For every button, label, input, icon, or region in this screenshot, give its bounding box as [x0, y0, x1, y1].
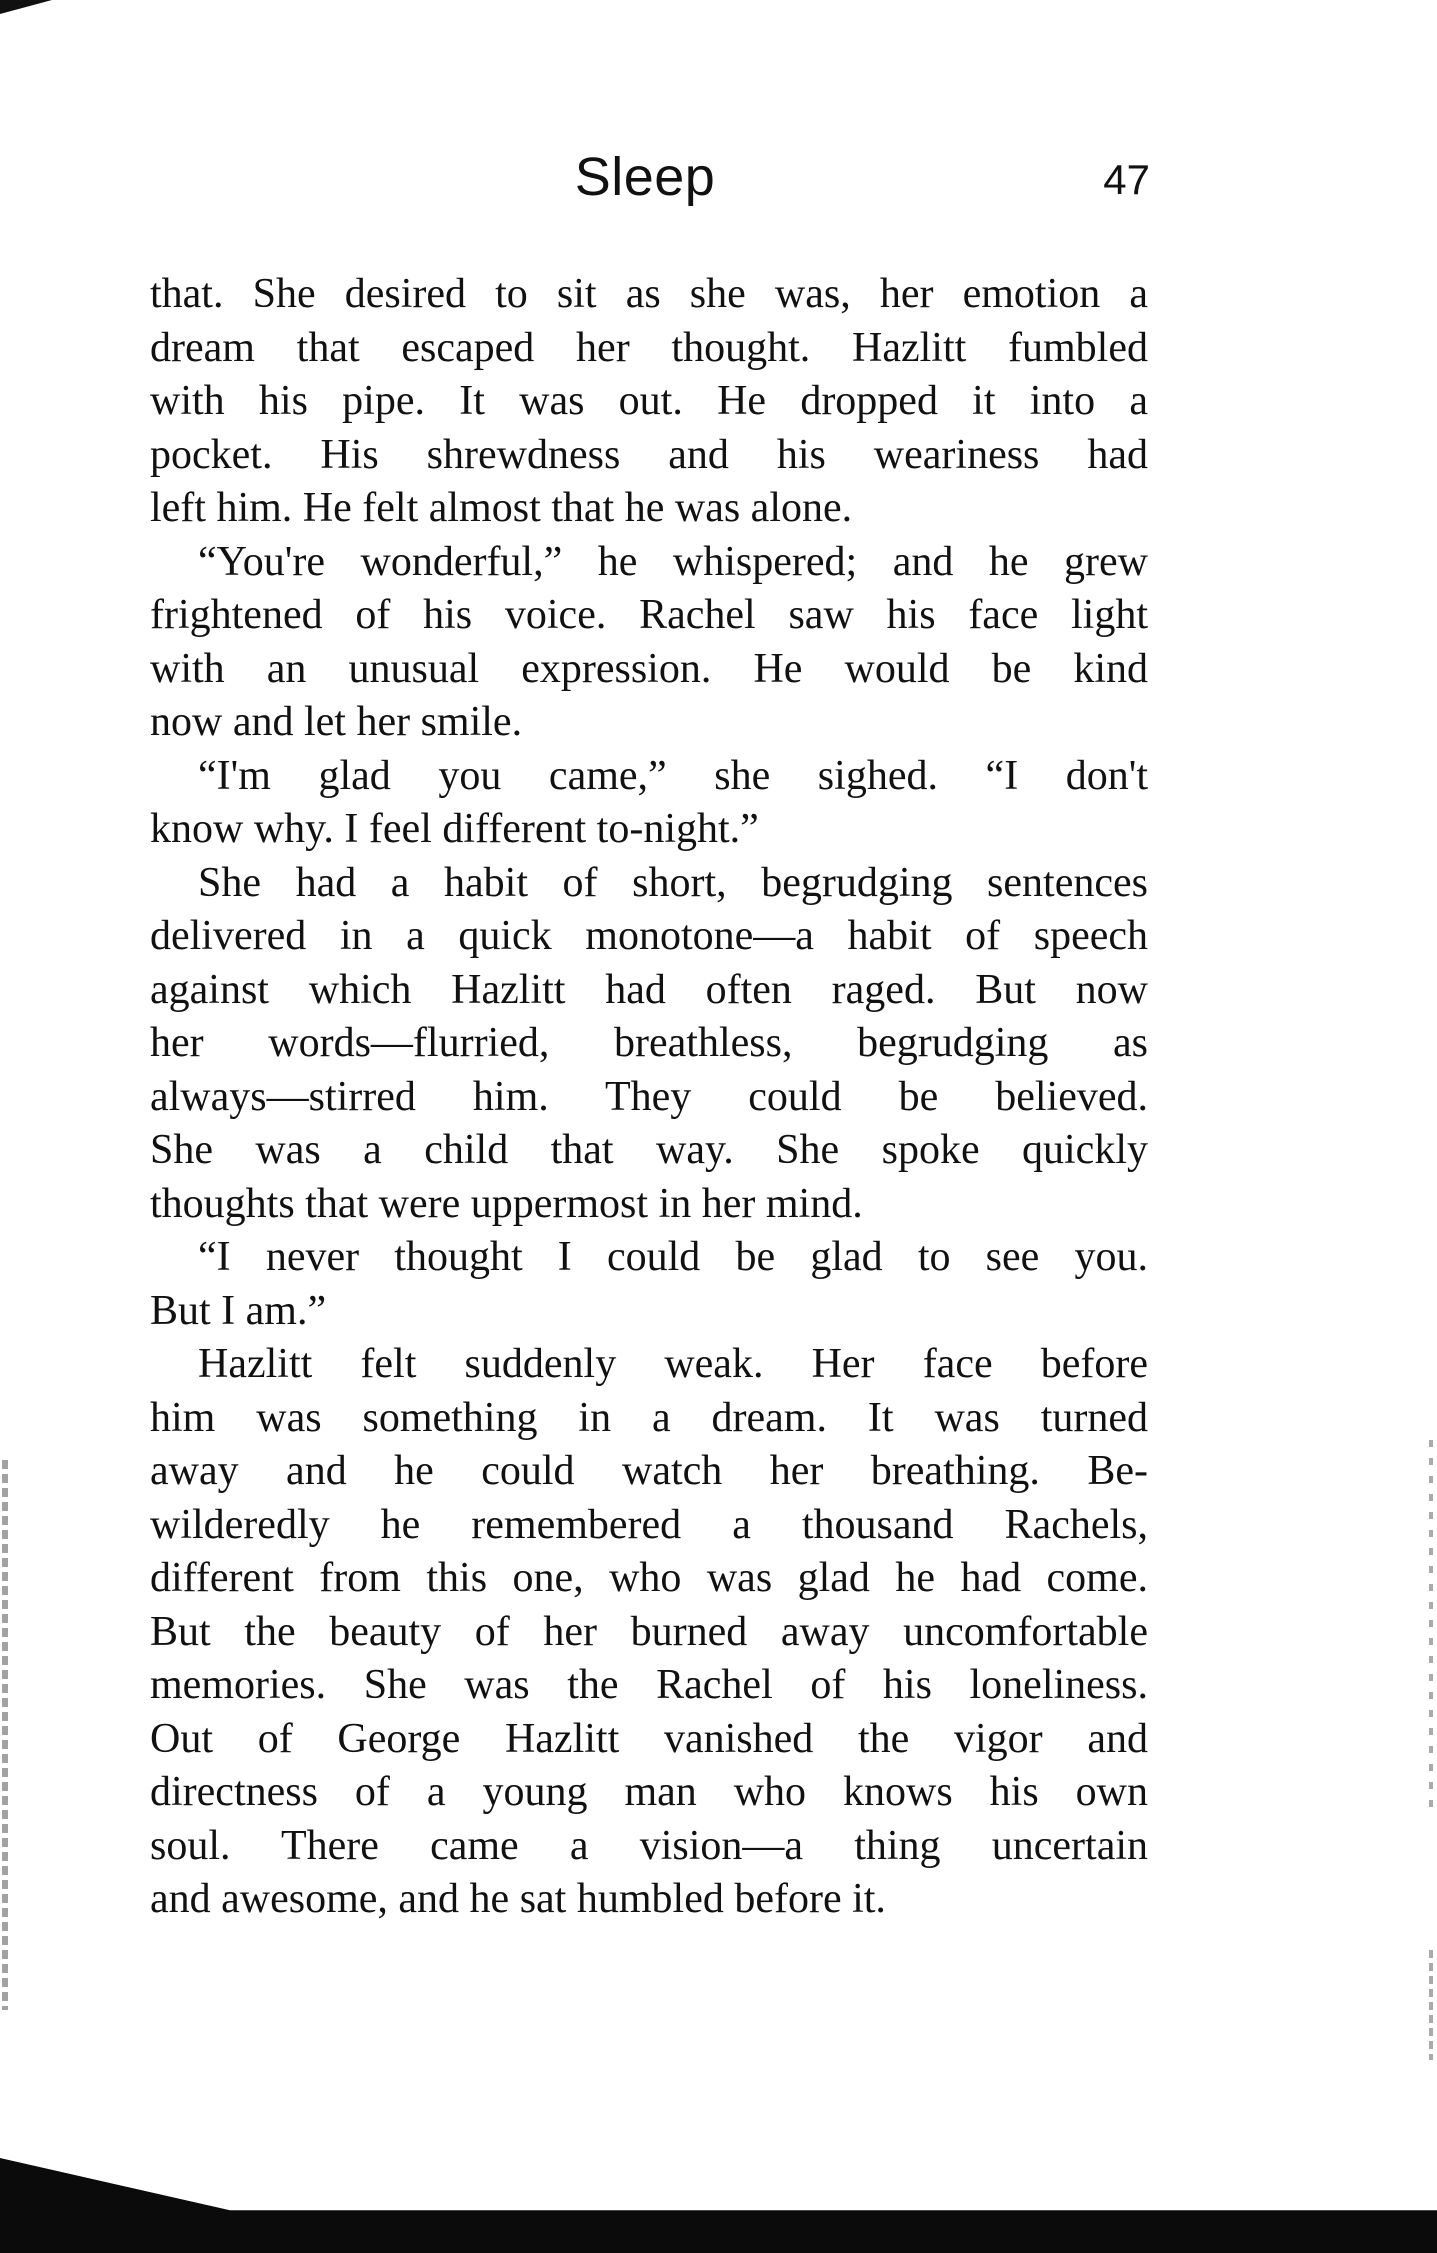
scan-bottom-edge — [0, 2158, 1437, 2253]
text-line: But the beauty of her burned away uncomfortable — [150, 1608, 1148, 1655]
text-line: that. She desired to sit as she was, her emotion a — [150, 271, 1148, 317]
text-line: directness of a young man who knows his own — [150, 1769, 1148, 1815]
text-line: Out of George Hazlitt vanished the vigor and — [150, 1715, 1148, 1762]
text-line: But I am.” — [150, 1287, 327, 1334]
right-edge-shadow — [1429, 1950, 1433, 2060]
page-title: Sleep — [574, 147, 716, 207]
text-line: soul. There came a vision—a thing uncertain — [150, 1822, 1148, 1869]
text-line: Hazlitt felt suddenly weak. Her face before — [198, 1341, 1148, 1387]
text-line: against which Hazlitt had often raged. But now — [150, 966, 1148, 1013]
text-line: She was a child that way. She spoke quickly — [150, 1127, 1148, 1173]
running-head — [0, 142, 1437, 212]
text-line: “I'm glad you came,” she sighed. “I don't — [198, 752, 1148, 799]
text-line: him was something in a dream. It was turned — [150, 1394, 1148, 1441]
page-number: 47 — [1103, 156, 1150, 203]
text-line: left him. He felt almost that he was alone. — [150, 485, 853, 531]
text-line: different from this one, who was glad he had come. — [150, 1555, 1148, 1601]
text-line: always—stirred him. They could be believed. — [150, 1073, 1148, 1120]
text-line: thoughts that were uppermost in her mind. — [150, 1180, 863, 1227]
text-line: memories. She was the Rachel of his loneliness. — [150, 1662, 1148, 1708]
text-line: “I never thought I could be glad to see you. — [198, 1234, 1148, 1280]
text-line: frightened of his voice. Rachel saw his face light — [150, 592, 1148, 638]
text-line: know why. I feel different to-night.” — [150, 806, 759, 852]
text-line: “You're wonderful,” he whispered; and he grew — [198, 538, 1148, 585]
text-body — [150, 268, 1148, 1927]
text-line: with an unusual expression. He would be kind — [150, 645, 1148, 692]
text-line: away and he could watch her breathing. Be- — [150, 1448, 1148, 1494]
text-line: delivered in a quick monotone—a habit of speech — [150, 913, 1148, 959]
text-line: dream that escaped her thought. Hazlitt fumbled — [150, 324, 1148, 371]
text-line: with his pipe. It was out. He dropped it into a — [150, 378, 1148, 424]
text-line: She had a habit of short, begrudging sentences — [198, 859, 1148, 906]
right-edge-shadow — [1429, 1440, 1433, 1810]
page-corner-mark — [0, 0, 52, 14]
text-line: wilderedly he remembered a thousand Rachels, — [150, 1501, 1148, 1548]
text-line: pocket. His shrewdness and his weariness had — [150, 431, 1148, 478]
text-line: and awesome, and he sat humbled before it. — [150, 1876, 886, 1922]
left-gutter-shadow — [2, 1460, 8, 2010]
text-line: now and let her smile. — [150, 699, 523, 745]
text-line: her words—flurried, breathless, begrudging as — [150, 1020, 1148, 1066]
